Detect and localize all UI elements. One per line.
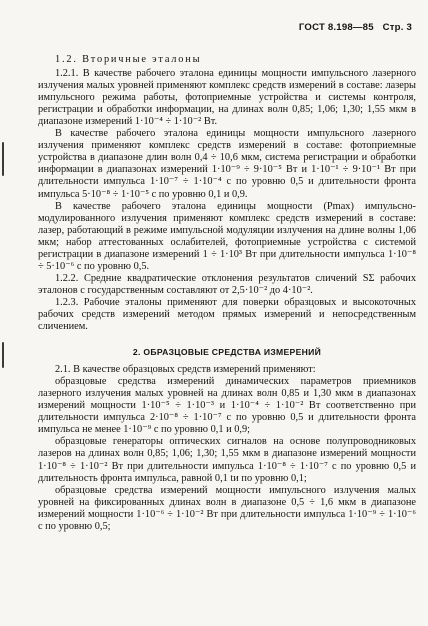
margin-mark [2, 342, 4, 368]
margin-mark [2, 142, 4, 176]
paragraph-working-standard-2: В качестве рабочего эталона единицы мощности импульсного лазерного излучения применяют комплекс средств измерений в составе: фотоприемные устройства в диапазоне длин волн 0,4 ÷ 10,6 мкм, система регистрации и обработки информации в диапазонах измерений 1·10⁻⁹ ÷ 9·10⁻⁵ Вт и 1·10⁻¹ ÷ 9·10⁻¹ Вт при длительности импульса 1·10⁻⁷ ÷ 1·10⁻⁴ с по уровню 0,5 и длительности фронта импульса 5·10⁻⁸ ÷ 1·10⁻⁵ с по уровню 0,1 и 0,9. [38, 128, 416, 200]
paragraph-pulse-power: образцовые средства измерений мощности импульсного излучения малых уровней на фиксированных длинах волн в диапазоне 0,5 ÷ 1,6 мкм в диапазоне измерений мощности 1·10⁻⁶ ÷ 1·10⁻² Вт при длительности импульса 1·10⁻⁹ ÷ 1·10⁻⁶ с по уровню 0,5; [38, 484, 416, 532]
section-heading-secondary-standards: 1.2. Вторичные эталоны [55, 54, 202, 65]
paragraph-2-1: 2.1. В качестве образцовых средств измерений применяют: [55, 364, 316, 376]
standard-number: ГОСТ 8.198—85 [298, 22, 374, 33]
page-header [60, 22, 412, 33]
paragraph-dynamic-parameters: образцовые средства измерений динамических параметров приемников лазерного излучения малых уровней на длинах волн 0,85 и 1,30 мкм в диапазонах измерений мощности 1·10⁻⁵ ÷ 1·10⁻³ и 1·10⁻⁴ ÷ 1·10⁻² Вт соответственно при длительности импульса 2·10⁻⁸ ÷ 1·10⁻⁷ с по уровню 0,5 и длительности фронта импульса не менее 1·10⁻⁹ с по уровню 0,1 и 0,9; [38, 376, 416, 436]
paragraph-working-standard-3: В качестве рабочего эталона единицы мощности (Pmax) импульсно-модулированного излучения применяют комплекс средств измерений в составе: лазер, работающий в режиме импульсной модуляции излучения на длине волны 1,06 мкм; набор аттестованных ослабителей, фотоприемные устройства с системой регистрации в диапазоне измерений 1 ÷ 1·10³ Вт при длительности импульса 1·10⁻⁸ ÷ 5·10⁻⁶ с по уровню 0,5. [38, 200, 416, 272]
paragraph-1-2-3: 1.2.3. Рабочие эталоны применяют для поверки образцовых и высокоточных рабочих средств измерений методом прямых измерений и непосредственным сличением. [38, 296, 416, 333]
paragraph-1-2-1: 1.2.1. В качестве рабочего эталона единицы мощности импульсного лазерного излучения малых уровней применяют комплекс средств измерений в составе: лазеры импульсного режима работы, фотоприемные устройства и системы контроля, регистрации и обработки информации, на длинах волн 0,85; 1,06; 1,30; 1,55 мкм в диапазоне измерений 1·10⁻⁴ ÷ 1·10⁻² Вт. [38, 68, 416, 128]
page-number: Стр. 3 [382, 22, 412, 33]
section-title-reference-instruments: 2. ОБРАЗЦОВЫЕ СРЕДСТВА ИЗМЕРЕНИЙ [132, 347, 322, 358]
paragraph-signal-generators: образцовые генераторы оптических сигналов на основе полупроводниковых лазеров на длинах волн 0,85; 1,06; 1,30; 1,55 мкм в диапазоне измерений мощности 1·10⁻⁸ ÷ 1·10⁻² Вт при длительности импульса 1·10⁻⁸ ÷ 1·10⁻⁷ с по уровню 0,5 и длительность фронта импульса, равной 0,1 tи по уровню 0,1; [38, 436, 416, 484]
document-body [38, 46, 416, 533]
paragraph-1-2-2: 1.2.2. Средние квадратические отклонения результатов сличений SΣ рабочих эталонов с государственным составляют от 2,5·10⁻² до 4·10⁻². [38, 272, 416, 296]
